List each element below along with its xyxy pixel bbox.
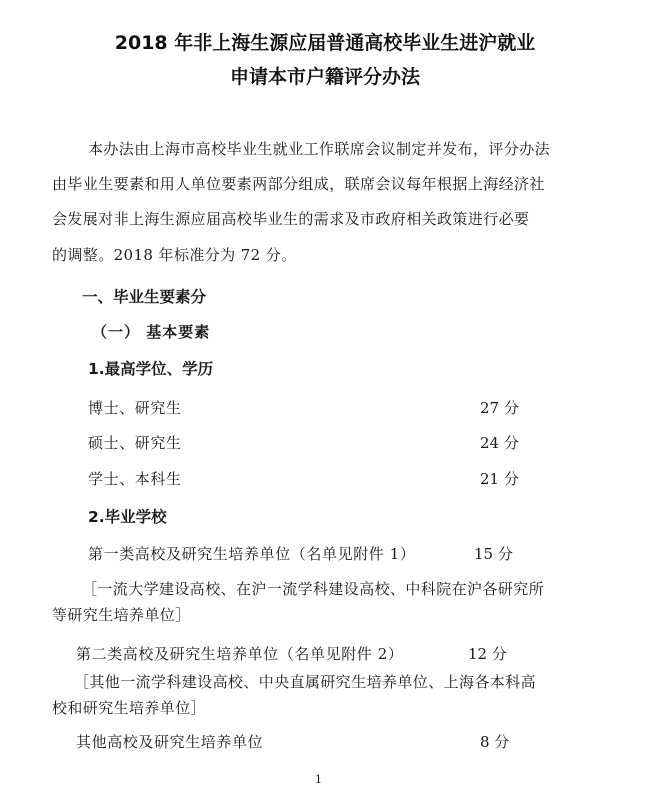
intro-line-4: 的调整。2018 年标准分为 72 分。 [52, 246, 297, 264]
section-heading: 一、毕业生要素分 [82, 288, 207, 306]
title-line-2: 申请本市户籍评分办法 [229, 66, 420, 88]
subsection-heading: （一） 基本要素 [92, 323, 211, 341]
degree-score: 24 分 [480, 434, 519, 452]
school-category-3-score: 8 分 [480, 733, 510, 751]
degree-score: 21 分 [480, 470, 519, 488]
school-category-1-note-line-2: 等研究生培养单位］ [52, 606, 191, 624]
degree-label: 博士、研究生 [88, 399, 182, 417]
school-category-2-label: 第二类高校及研究生培养单位（名单见附件 2） [76, 645, 404, 663]
degree-score: 27 分 [480, 399, 519, 417]
intro-line-2: 由毕业生要素和用人单位要素两部分组成，联席会议每年根据上海经济社 [52, 175, 545, 193]
title-line-1: 2018 年非上海生源应届普通高校毕业生进沪就业 [114, 32, 536, 54]
school-category-2-note-line-2: 校和研究生培养单位］ [52, 699, 207, 717]
school-category-1-score: 15 分 [474, 545, 513, 563]
item-heading-degree: 1.最高学位、学历 [88, 360, 214, 378]
page-number: 1 [315, 773, 322, 786]
intro-line-1: 本办法由上海市高校毕业生就业工作联席会议制定并发布，评分办法 [88, 140, 551, 158]
item-heading-school: 2.毕业学校 [88, 508, 167, 526]
school-category-3-label: 其他高校及研究生培养单位 [76, 733, 264, 751]
school-category-2-score: 12 分 [468, 645, 507, 663]
school-category-2-note-line-1: ［其他一流学科建设高校、中央直属研究生培养单位、上海各本科高 [74, 673, 537, 691]
school-category-1-note-line-1: ［一流大学建设高校、在沪一流学科建设高校、中科院在沪各研究所 [82, 580, 545, 598]
school-category-1-label: 第一类高校及研究生培养单位（名单见附件 1） [88, 545, 416, 563]
degree-label: 学士、本科生 [88, 470, 182, 488]
degree-label: 硕士、研究生 [88, 434, 182, 452]
intro-line-3: 会发展对非上海生源应届高校毕业生的需求及市政府相关政策进行必要 [52, 210, 530, 228]
